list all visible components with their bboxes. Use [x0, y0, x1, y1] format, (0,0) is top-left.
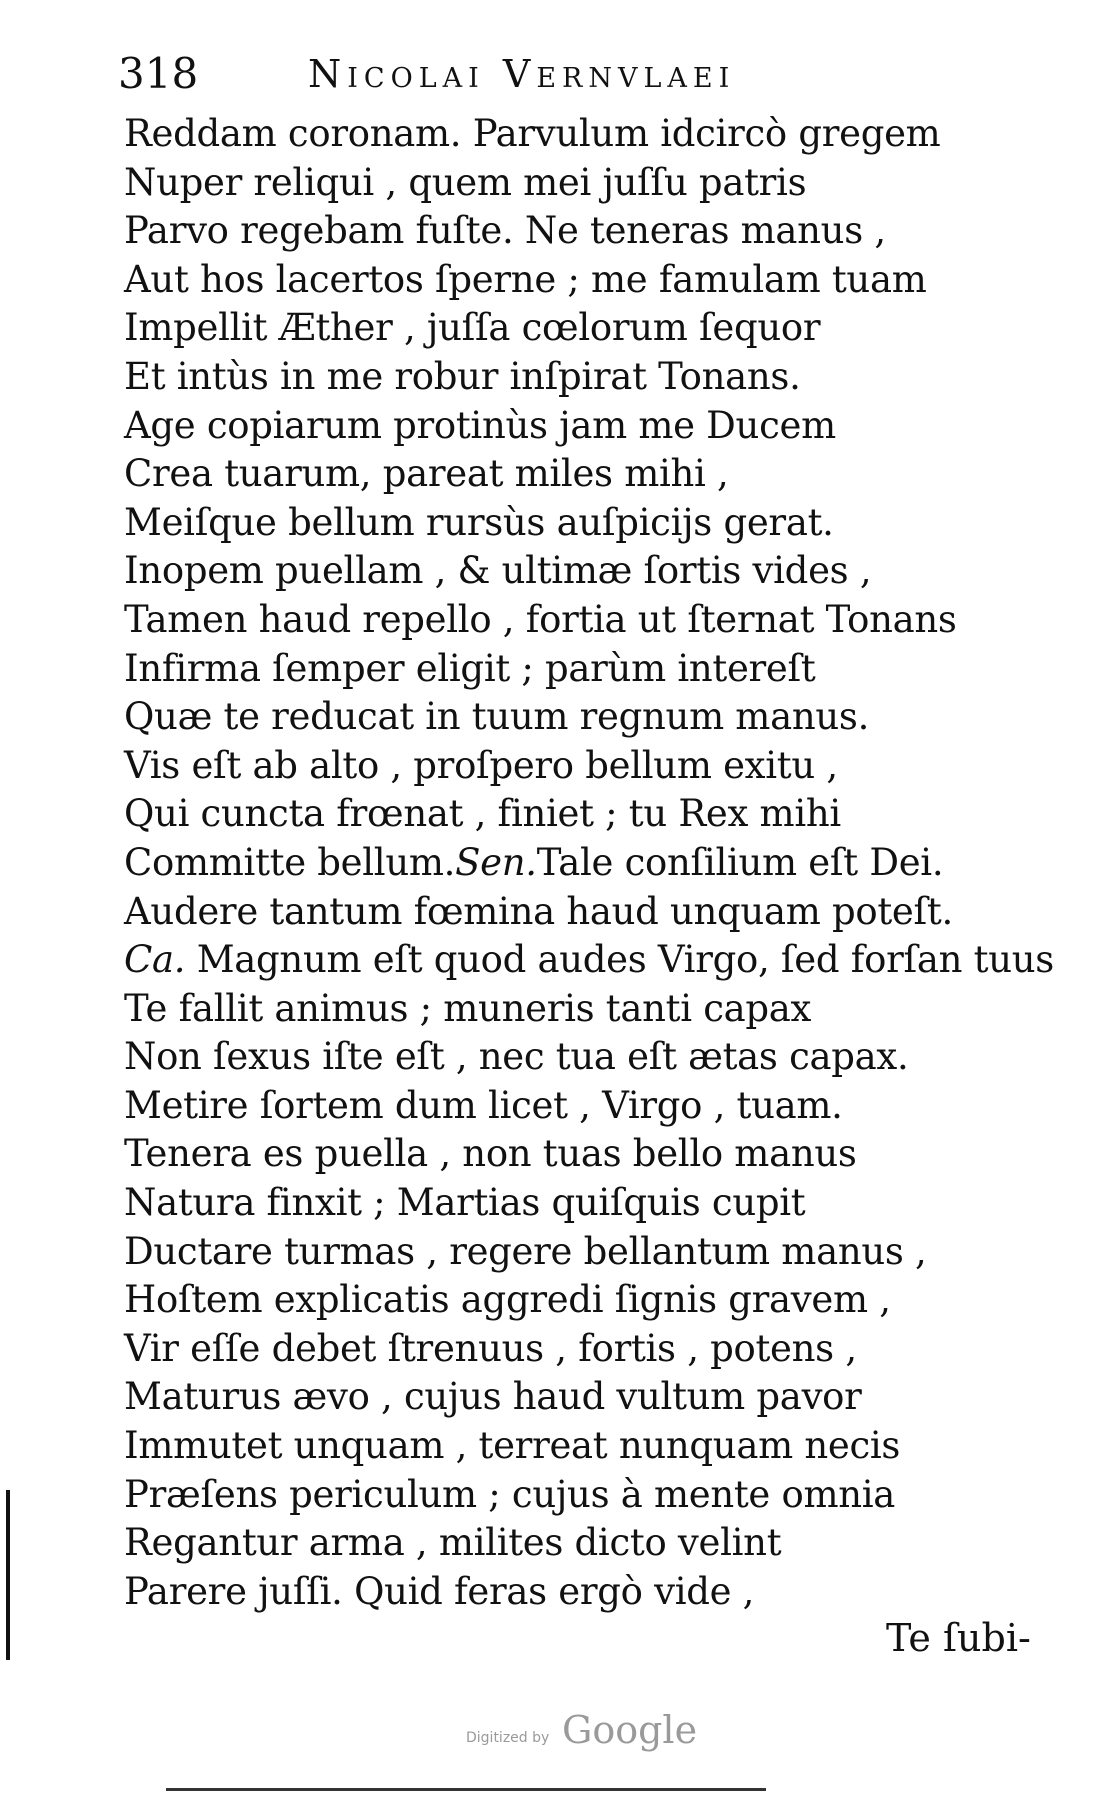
verse-text: Non ſexus iſte eſt , nec tua eſt ætas capax.: [124, 1035, 909, 1079]
verse-line: [124, 304, 1044, 353]
verse-text: Hoſtem explicatis aggredi ſignis gravem ,: [124, 1278, 891, 1322]
verse-text: Meiſque bellum rursùs auſpicijs gerat.: [124, 500, 834, 544]
verse-line: [124, 256, 1044, 305]
verse-text: Inopem puellam , & ultimæ ſortis vides ,: [124, 549, 872, 593]
verse-line: [124, 1033, 1044, 1082]
bottom-rule: [166, 1788, 766, 1791]
verse-line: [124, 353, 1044, 402]
verse-text: Magnum eſt quod audes Virgo, ſed forſan tuus: [196, 938, 1054, 982]
verse-text: Infirma ſemper eligit ; parùm intereſt: [124, 646, 816, 690]
verse-text: Reddam coronam. Parvulum idcircò gregem: [124, 112, 941, 155]
verse-text: Parvo regebam fuſte. Ne teneras manus ,: [124, 209, 886, 253]
verse-line: [124, 402, 1044, 451]
verse-text: Audere tantum fœmina haud unquam poteſt.: [124, 889, 953, 933]
verse-line: [124, 645, 1044, 694]
verse-text: Immutet unquam , terreat nunquam necis: [124, 1424, 901, 1468]
verse-line: [124, 1471, 1044, 1520]
verse-text: Parere juſſi. Quid feras ergò vide ,: [124, 1569, 755, 1613]
verse-line: [124, 1228, 1044, 1277]
verse-line: [124, 547, 1044, 596]
verse-line: [124, 985, 1044, 1034]
verse-line: [124, 596, 1044, 645]
verse-text: Qui cuncta frœnat , finiet ; tu Rex mihi: [124, 792, 841, 836]
watermark-brand: Google: [562, 1708, 698, 1752]
verse-text: Aut hos lacertos ſperne ; me famulam tuam: [124, 257, 927, 301]
verse-text: Quæ te reducat in tuum regnum manus.: [124, 695, 870, 739]
verse-text: Tamen haud repello , fortia ut ſternat Tonans: [124, 597, 957, 641]
verse-text: Tenera es puella , non tuas bello manus: [124, 1132, 857, 1176]
verse-block: [124, 110, 1054, 1616]
verse-line: [124, 888, 1044, 937]
verse-line: [124, 110, 1044, 159]
verse-line: [124, 499, 1044, 548]
running-head: Nicolai Vernvlaei: [308, 52, 736, 96]
verse-line: [124, 1325, 1044, 1374]
verse-line: [124, 1276, 1044, 1325]
digitization-watermark: [466, 1708, 706, 1758]
verse-text: Et intùs in me robur inſpirat Tonans.: [124, 354, 801, 398]
verse-line: [124, 159, 1044, 208]
verse-text: Vir eſſe debet ſtrenuus , fortis , potens ,: [124, 1326, 857, 1370]
verse-line: [124, 1373, 1044, 1422]
verse-line: [124, 1519, 1044, 1568]
verse-line: [124, 1082, 1044, 1131]
verse-text: Metire ſortem dum licet , Virgo , tuam.: [124, 1083, 843, 1127]
verse-text: Impellit Æther , juſſa cœlorum ſequor: [124, 306, 821, 350]
verse-line: [124, 1422, 1044, 1471]
verse-line: [124, 742, 1044, 791]
verse-line: [124, 1130, 1044, 1179]
page-number: 318: [118, 49, 199, 98]
verse-text: Age copiarum protinùs jam me Ducem: [124, 403, 836, 447]
verse-line: [124, 1568, 1044, 1617]
verse-text: Te fallit animus ; muneris tanti capax: [124, 986, 812, 1030]
verse-line: [124, 790, 1044, 839]
speaker-label: Ca.: [124, 938, 186, 982]
verse-text: Crea tuarum, pareat miles mihi ,: [124, 452, 729, 496]
speaker-label: Sen.: [455, 840, 537, 884]
verse-text: Regantur arma , milites dicto velint: [124, 1521, 782, 1565]
verse-text: Committe bellum.: [124, 840, 456, 884]
verse-text: Natura finxit ; Martias quiſquis cupit: [124, 1181, 806, 1225]
verse-line: [124, 450, 1044, 499]
page-header: [118, 48, 958, 108]
margin-rule: [6, 1490, 10, 1660]
verse-text: Vis eſt ab alto , proſpero bellum exitu ,: [124, 743, 838, 787]
verse-line: [124, 207, 1044, 256]
verse-line: [124, 839, 1044, 888]
catchword: Te ſubi-: [886, 1616, 1031, 1660]
verse-line: [124, 693, 1044, 742]
verse-text: Ductare turmas , regere bellantum manus ,: [124, 1229, 927, 1273]
verse-text: Tale conſilium eſt Dei.: [536, 840, 944, 884]
verse-text: Nuper reliqui , quem mei juſſu patris: [124, 160, 807, 204]
watermark-prefix: Digitized by: [466, 1730, 550, 1746]
verse-text: Maturus ævo , cujus haud vultum pavor: [124, 1375, 862, 1419]
verse-text: Præſens periculum ; cujus à mente omnia: [124, 1472, 896, 1516]
verse-line: [124, 1179, 1044, 1228]
verse-line: [124, 936, 1054, 985]
